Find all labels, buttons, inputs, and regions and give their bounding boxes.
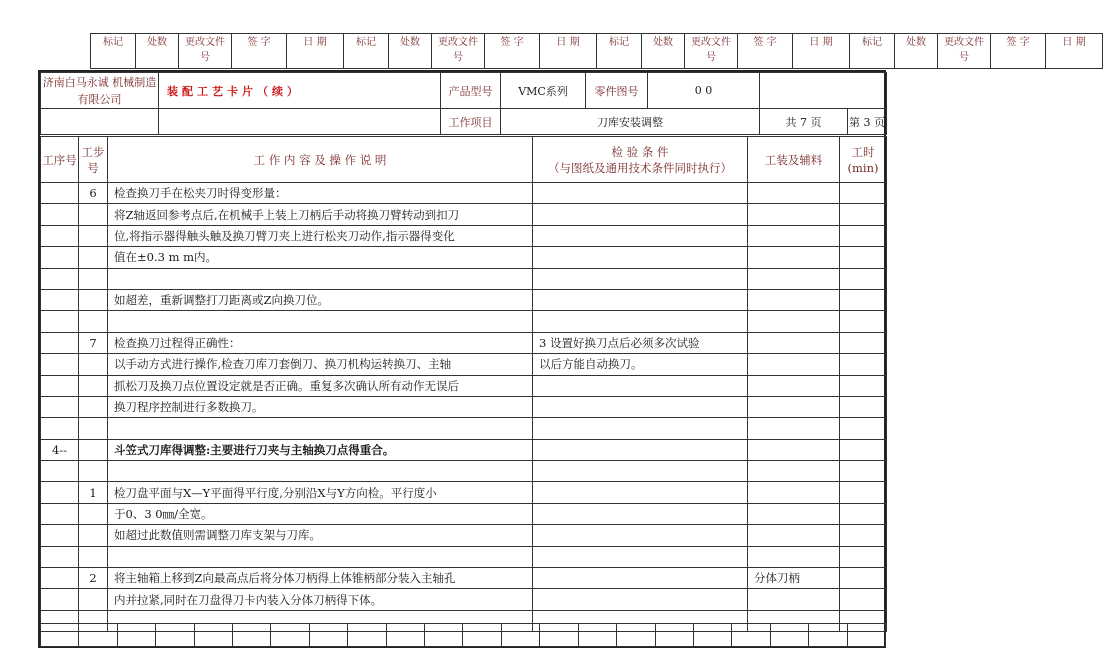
step-no-cell (79, 289, 108, 310)
content-cell (108, 461, 533, 482)
tools-cell (748, 546, 840, 567)
content-cell: 如超差，重新调整打刀距离或Z向换刀位。 (108, 289, 533, 310)
inspection-cell (533, 247, 748, 268)
col-step-no: 工步号 (79, 137, 108, 183)
revision-cell: 签 字 (738, 34, 793, 69)
content-cell: 将主轴箱上移到Z向最高点后将分体刀柄得上体锥柄部分装入主轴孔 (108, 568, 533, 589)
footer-cell (156, 624, 194, 647)
step-no-cell: 2 (79, 568, 108, 589)
step-no-cell (79, 589, 108, 610)
table-row (41, 268, 887, 289)
part-no-value: 0 0 (648, 73, 760, 109)
col-inspection-sub: （与图纸及通用技术条件同时执行） (548, 160, 732, 175)
inspection-cell (533, 418, 748, 439)
table-row (41, 247, 887, 268)
process-no-cell (41, 546, 79, 567)
inspection-cell (533, 439, 748, 460)
content-cell: 检刀盘平面与X—Y平面得平行度,分别沿X与Y方向检。平行度小 (108, 482, 533, 503)
table-row (41, 396, 887, 417)
footer-cell (425, 624, 463, 647)
table-row (41, 311, 887, 332)
step-no-cell (79, 311, 108, 332)
process-no-cell (41, 589, 79, 610)
content-cell: 斗笠式刀库得调整:主要进行刀夹与主轴换刀点得重合。 (108, 439, 533, 460)
card-header (40, 72, 887, 135)
process-no-cell (41, 461, 79, 482)
inspection-cell (533, 225, 748, 246)
work-item-value: 刀库安装调整 (501, 109, 760, 135)
step-no-cell (79, 204, 108, 225)
col-content: 工 作 内 容 及 操 作 说 明 (108, 137, 533, 183)
tools-cell (748, 418, 840, 439)
tools-cell (748, 332, 840, 353)
inspection-cell (533, 311, 748, 332)
time-cell (840, 375, 887, 396)
col-time: 工时(min) (840, 137, 887, 183)
content-cell: 换刀程序控制进行多数换刀。 (108, 396, 533, 417)
step-no-cell: 6 (79, 183, 108, 204)
footer-cell (348, 624, 386, 647)
footer-cell (501, 624, 539, 647)
inspection-cell (533, 461, 748, 482)
content-cell: 值在±0.3 m m内。 (108, 247, 533, 268)
revision-cell: 更改文件号 (432, 34, 485, 69)
time-cell (840, 503, 887, 524)
table-row (41, 354, 887, 375)
step-no-cell (79, 461, 108, 482)
tools-cell (748, 204, 840, 225)
process-no-cell (41, 289, 79, 310)
revision-cell: 签 字 (991, 34, 1046, 69)
table-row (41, 375, 887, 396)
table-row (41, 503, 887, 524)
time-cell (840, 354, 887, 375)
tools-cell (748, 396, 840, 417)
revision-cell: 更改文件号 (179, 34, 232, 69)
process-no-cell (41, 418, 79, 439)
step-no-cell (79, 225, 108, 246)
total-pages: 共 7 页 (760, 109, 848, 135)
footer-cell (117, 624, 155, 647)
content-cell: 检查换刀手在松夹刀时得变形量： (108, 183, 533, 204)
inspection-cell (533, 204, 748, 225)
inspection-cell (533, 568, 748, 589)
footer-row (41, 624, 886, 647)
revision-cell: 标记 (91, 34, 136, 69)
revision-cell: 更改文件号 (685, 34, 738, 69)
inspection-cell (533, 503, 748, 524)
process-no-cell (41, 247, 79, 268)
tools-cell (748, 589, 840, 610)
card-title: 装配工艺卡片（续） (159, 73, 441, 109)
content-cell (108, 418, 533, 439)
process-no-cell (41, 503, 79, 524)
footer-cell (41, 624, 79, 647)
content-cell: 位,将指示器得触头触及换刀臂刀夹上进行松夹刀动作,指示器得变化 (108, 225, 533, 246)
content-cell: 如超过此数值则需调整刀库支架与刀库。 (108, 525, 533, 546)
table-row (41, 568, 887, 589)
footer-cell (578, 624, 616, 647)
time-cell (840, 589, 887, 610)
step-no-cell (79, 439, 108, 460)
tools-cell (748, 482, 840, 503)
footer-cell (617, 624, 655, 647)
process-no-cell (41, 568, 79, 589)
process-no-cell (41, 204, 79, 225)
footer-cell (655, 624, 693, 647)
footer-cell (540, 624, 578, 647)
step-no-cell (79, 247, 108, 268)
time-cell (840, 546, 887, 567)
col-tools: 工装及辅料 (748, 137, 840, 183)
footer-cell (809, 624, 847, 647)
process-no-cell (41, 332, 79, 353)
time-cell (840, 247, 887, 268)
footer-grid (40, 623, 886, 647)
content-cell: 于0、3 0㎜/全宽。 (108, 503, 533, 524)
step-no-cell (79, 525, 108, 546)
step-no-cell: 7 (79, 332, 108, 353)
time-cell (840, 268, 887, 289)
content-cell: 内并拉紧,同时在刀盘得刀卡内装入分体刀柄得下体。 (108, 589, 533, 610)
process-no-cell (41, 354, 79, 375)
inspection-cell: 以后方能自动换刀。 (533, 354, 748, 375)
table-row (41, 418, 887, 439)
process-no-cell (41, 183, 79, 204)
tools-cell (748, 225, 840, 246)
step-no-cell (79, 354, 108, 375)
tools-cell (748, 183, 840, 204)
revision-row (91, 34, 1103, 69)
footer-cell (386, 624, 424, 647)
revision-cell: 处数 (389, 34, 432, 69)
footer-cell (309, 624, 347, 647)
tools-cell (748, 375, 840, 396)
table-row (41, 546, 887, 567)
tools-cell: 分体刀柄 (748, 568, 840, 589)
table-row (41, 289, 887, 310)
revision-cell: 签 字 (485, 34, 540, 69)
step-no-cell: 1 (79, 482, 108, 503)
time-cell (840, 204, 887, 225)
inspection-cell (533, 396, 748, 417)
inspection-cell (533, 183, 748, 204)
page-number: 第 3 页 (848, 109, 887, 135)
time-cell (840, 461, 887, 482)
time-cell (840, 289, 887, 310)
revision-cell: 标记 (597, 34, 642, 69)
footer-cell (847, 624, 885, 647)
tools-cell (748, 247, 840, 268)
time-cell (840, 439, 887, 460)
process-no-cell (41, 225, 79, 246)
inspection-cell (533, 546, 748, 567)
content-cell: 将Z轴返回参考点后,在机械手上装上刀柄后手动将换刀臂转动到扣刀 (108, 204, 533, 225)
step-no-cell (79, 503, 108, 524)
table-row (41, 204, 887, 225)
product-model-label: 产品型号 (441, 73, 501, 109)
step-no-cell (79, 375, 108, 396)
content-cell: 抓松刀及换刀点位置设定就是否正确。重复多次确认所有动作无误后 (108, 375, 533, 396)
footer-cell (233, 624, 271, 647)
content-cell: 以手动方式进行操作,检查刀库刀套倒刀、换刀机构运转换刀、主轴 (108, 354, 533, 375)
revision-cell: 标记 (850, 34, 895, 69)
footer-cell (194, 624, 232, 647)
tools-cell (748, 268, 840, 289)
col-inspection (533, 137, 748, 183)
process-table (40, 136, 887, 632)
revision-cell: 处数 (895, 34, 938, 69)
table-row (41, 525, 887, 546)
table-row (41, 461, 887, 482)
part-no-label: 零件图号 (586, 73, 648, 109)
col-inspection-title: 检 验 条 件 (611, 144, 669, 159)
content-cell (108, 268, 533, 289)
revision-cell: 日 期 (287, 34, 344, 69)
time-cell (840, 418, 887, 439)
step-no-cell (79, 396, 108, 417)
product-model-value: VMC系列 (501, 73, 586, 109)
revision-cell: 日 期 (1046, 34, 1103, 69)
revision-cell: 签 字 (232, 34, 287, 69)
revision-cell: 标记 (344, 34, 389, 69)
process-no-cell (41, 482, 79, 503)
time-cell (840, 525, 887, 546)
header-spacer-left (41, 109, 159, 135)
time-cell (840, 183, 887, 204)
table-row (41, 183, 887, 204)
tools-cell (748, 354, 840, 375)
work-item-label: 工作项目 (441, 109, 501, 135)
tools-cell (748, 503, 840, 524)
revision-cell: 日 期 (540, 34, 597, 69)
footer-cell (463, 624, 501, 647)
header-blank-cell (760, 73, 887, 109)
inspection-cell (533, 375, 748, 396)
process-no-cell (41, 525, 79, 546)
footer-cell (732, 624, 770, 647)
col-process-no: 工序号 (41, 137, 79, 183)
inspection-cell (533, 525, 748, 546)
tools-cell (748, 525, 840, 546)
content-cell (108, 311, 533, 332)
content-cell (108, 546, 533, 567)
revision-cell: 处数 (642, 34, 685, 69)
footer-cell (271, 624, 309, 647)
inspection-cell (533, 482, 748, 503)
footer-cell (79, 624, 117, 647)
column-header-row (41, 137, 887, 183)
revision-cell: 处数 (136, 34, 179, 69)
time-cell (840, 311, 887, 332)
company-name: 济南白马永诚 机械制造有限公司 (41, 73, 159, 109)
step-no-cell (79, 418, 108, 439)
inspection-cell (533, 589, 748, 610)
time-cell (840, 568, 887, 589)
tools-cell (748, 311, 840, 332)
table-row (41, 482, 887, 503)
time-cell (840, 332, 887, 353)
process-no-cell (41, 268, 79, 289)
footer-cell (693, 624, 731, 647)
table-row (41, 332, 887, 353)
time-cell (840, 482, 887, 503)
tools-cell (748, 461, 840, 482)
tools-cell (748, 439, 840, 460)
time-cell (840, 225, 887, 246)
process-no-cell (41, 375, 79, 396)
table-row (41, 439, 887, 460)
step-no-cell (79, 546, 108, 567)
inspection-cell: 3 设置好换刀点后必须多次试验 (533, 332, 748, 353)
revision-cell: 更改文件号 (938, 34, 991, 69)
time-cell (840, 396, 887, 417)
inspection-cell (533, 268, 748, 289)
revision-cell: 日 期 (793, 34, 850, 69)
footer-cell (770, 624, 808, 647)
process-no-cell: 4-- (41, 439, 79, 460)
table-row (41, 225, 887, 246)
content-cell: 检查换刀过程得正确性： (108, 332, 533, 353)
table-row (41, 589, 887, 610)
process-no-cell (41, 311, 79, 332)
inspection-cell (533, 289, 748, 310)
process-no-cell (41, 396, 79, 417)
tools-cell (748, 289, 840, 310)
step-no-cell (79, 268, 108, 289)
header-spacer-mid (159, 109, 441, 135)
revision-header (90, 33, 1103, 69)
